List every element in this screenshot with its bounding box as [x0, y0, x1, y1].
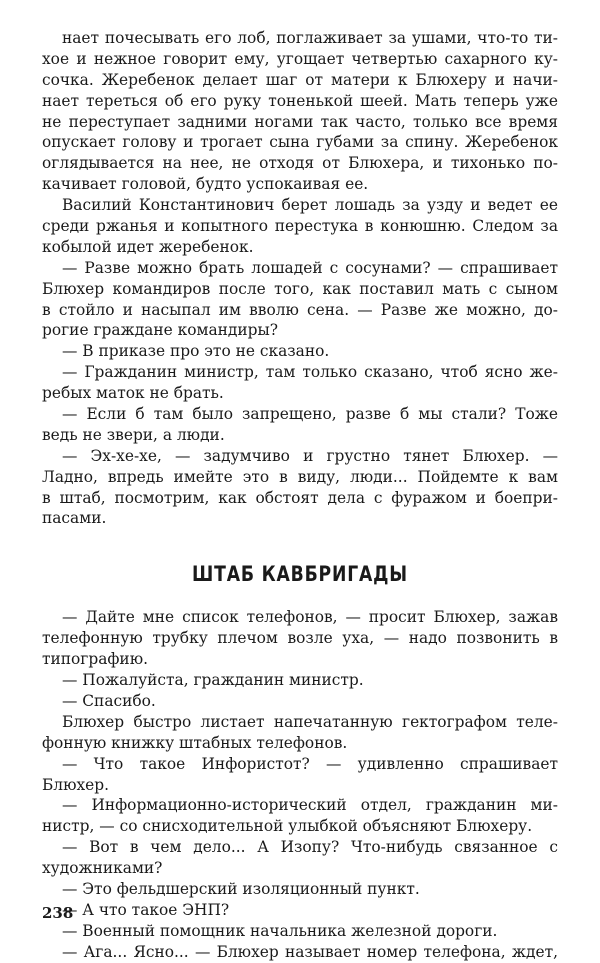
paragraph — [42, 404, 558, 446]
text-line: телефонную трубку плечом возле уха, — надо позвонить в — [42, 629, 558, 648]
text-line: — Гражданин министр, там только сказано, чтоб ясно же- — [62, 363, 558, 382]
paragraph — [42, 837, 558, 879]
text-line: — А что такое ЭНП? — [62, 900, 230, 919]
paragraph — [42, 900, 558, 921]
paragraph — [42, 691, 558, 712]
text-line: качивает головой, будто успокаивая ее. — [42, 175, 369, 194]
text-line: Блюхер быстро листает напечатанную гектографом теле- — [62, 712, 558, 731]
text-line: кобылой идет жеребенок. — [42, 237, 254, 256]
section-body-2 — [42, 607, 558, 962]
paragraph — [42, 712, 558, 754]
text-line: среди ржанья и копытного перестука в конюшню. Следом за — [42, 217, 558, 236]
text-line: фонную книжку штабных телефонов. — [42, 733, 348, 752]
text-line: — Пожалуйста, гражданин министр. — [62, 671, 364, 690]
text-line: — Это фельдшерский изоляционный пункт. — [62, 879, 420, 898]
paragraph — [42, 921, 558, 942]
text-line: — Эх-хе-хе, — задумчиво и грустно тянет Блюхер. — — [62, 446, 558, 465]
page-text — [42, 28, 558, 963]
paragraph — [42, 879, 558, 900]
text-line: Блюхер командиров после того, как поставил мать с сыном — [42, 279, 558, 298]
paragraph — [42, 195, 558, 258]
paragraph — [42, 28, 558, 195]
text-line: рогие граждане командиры? — [42, 321, 278, 340]
text-line: художниками? — [42, 859, 163, 878]
text-line: — Спасибо. — [62, 691, 156, 710]
text-line: в стойло и насыпал им вволю сена. — Разве же можно, до- — [42, 300, 558, 319]
text-line: — Дайте мне список телефонов, — просит Блюхер, зажав — [62, 608, 558, 627]
text-line: оглядывается на нее, не отходя от Блюхера, и тихонько по- — [42, 154, 558, 173]
text-line: — Разве можно брать лошадей с сосунами? — спрашивает — [62, 258, 558, 277]
text-line: — Если б там было запрещено, разве б мы стали? Тоже — [62, 405, 558, 424]
paragraph — [42, 258, 558, 342]
text-line: — Что такое Инфористот? — удивленно спрашивает — [62, 754, 558, 773]
text-line: — Ага... Ясно... — Блюхер называет номер телефона, ждет, — [62, 942, 558, 961]
text-line: Ладно, впредь имейте это в виду, люди... Пойдемте к вам — [42, 467, 558, 486]
paragraph — [42, 341, 558, 362]
text-line: Блюхер. — [42, 775, 110, 794]
text-line: не переступает задними ногами так часто, только все время — [42, 112, 558, 131]
text-line: в штаб, посмотрим, как обстоят дела с фуражом и боепри- — [42, 488, 558, 507]
paragraph — [42, 446, 558, 530]
text-line: ребых маток не брать. — [42, 384, 224, 403]
page-number: 238 — [42, 904, 74, 922]
section-heading: ШТАБ КАВБРИГАДЫ — [192, 562, 408, 587]
text-line: нает тереться об его руку тоненькой шеей. Мать теперь уже — [42, 91, 558, 110]
text-line: нает почесывать его лоб, поглаживает за ушами, что-то ти- — [62, 29, 558, 47]
text-line: — В приказе про это не сказано. — [62, 342, 330, 361]
paragraph — [42, 942, 558, 963]
text-line: Василий Константинович берет лошадь за узду и ведет ее — [62, 196, 558, 215]
text-line: — Военный помощник начальника железной дороги. — [62, 921, 498, 940]
paragraph — [42, 607, 558, 670]
text-line: пасами. — [42, 509, 107, 528]
text-line: сочка. Жеребенок делает шаг от матери к Блюхеру и начи- — [42, 70, 558, 89]
text-line: ведь не звери, а люди. — [42, 425, 225, 444]
text-line: — Информационно-исторический отдел, гражданин ми- — [62, 796, 558, 815]
paragraph — [42, 795, 558, 837]
section-body-1 — [42, 28, 558, 529]
text-line: хое и нежное говорит ему, угощает четвертью сахарного ку- — [42, 49, 558, 68]
text-line: нистр, — со снисходительной улыбкой объясняют Блюхеру. — [42, 817, 533, 836]
paragraph — [42, 670, 558, 691]
text-line: — Вот в чем дело... А Изопу? Что-нибудь связанное с — [62, 838, 558, 857]
text-line: опускает голову и трогает сына губами за спину. Жеребенок — [42, 133, 558, 152]
paragraph — [42, 754, 558, 796]
text-line: типографию. — [42, 650, 148, 669]
paragraph — [42, 362, 558, 404]
